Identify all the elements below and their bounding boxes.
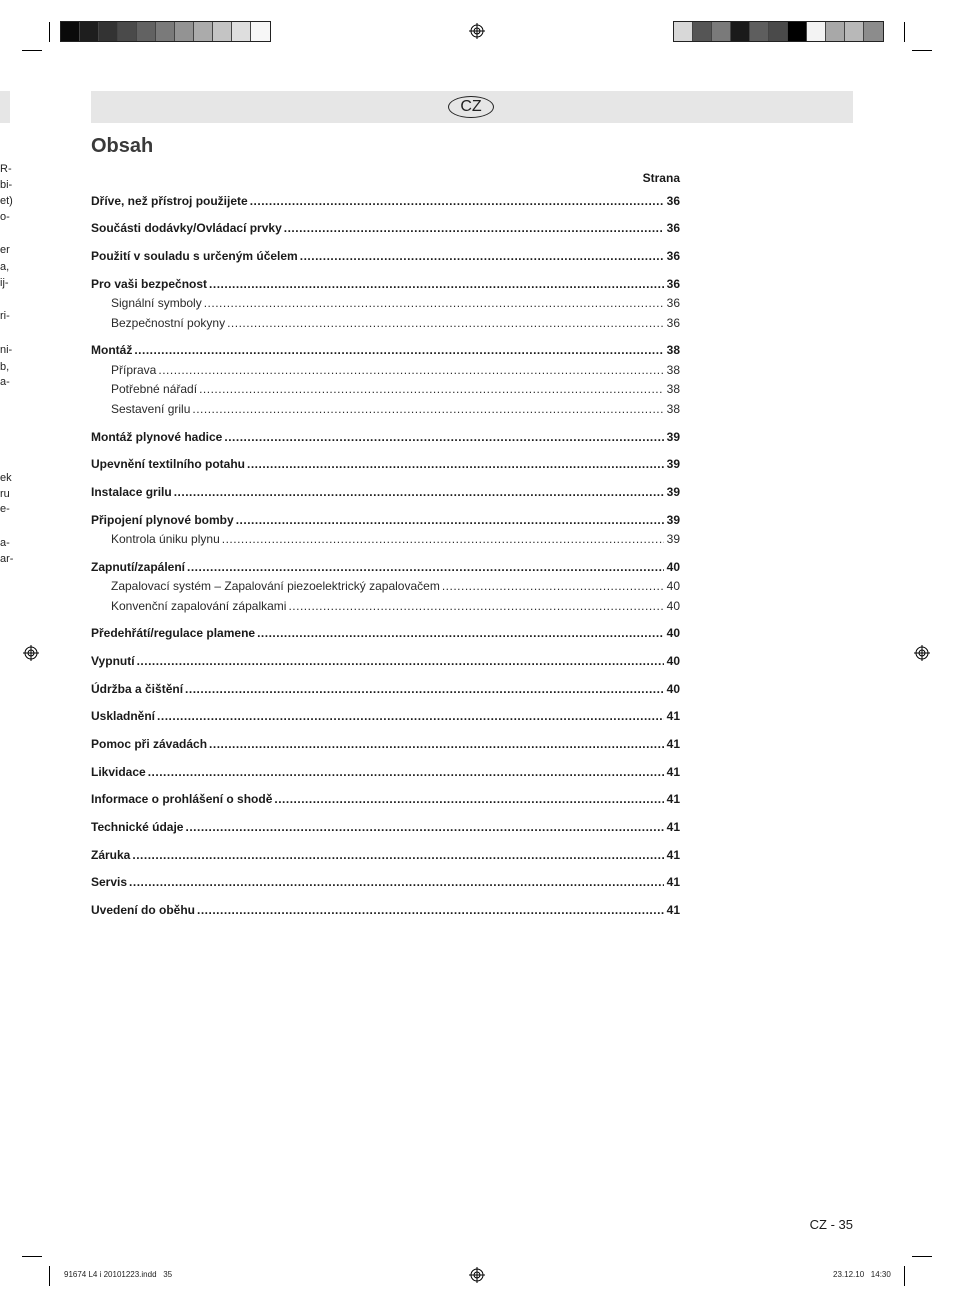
dot-leader bbox=[134, 343, 664, 357]
toc-entry-label: Sestavení grilu bbox=[111, 402, 191, 416]
dot-leader bbox=[197, 903, 664, 917]
edge-text-fragment: a, bbox=[0, 261, 10, 273]
toc-entry[interactable] bbox=[91, 483, 680, 499]
dot-leader bbox=[209, 277, 664, 291]
adjacent-page-band bbox=[0, 91, 10, 123]
toc-entry-label: Instalace grilu bbox=[91, 485, 172, 499]
toc-entry-page: 36 bbox=[666, 249, 680, 263]
toc-entry-page: 38 bbox=[666, 343, 680, 357]
edge-text-fragment: et) bbox=[0, 195, 13, 207]
toc-subentry[interactable] bbox=[91, 577, 680, 593]
toc-subentry[interactable] bbox=[91, 597, 680, 613]
toc-entry[interactable] bbox=[91, 873, 680, 889]
toc-entry-label: Součásti dodávky/Ovládací prvky bbox=[91, 221, 282, 235]
dot-leader bbox=[132, 848, 664, 862]
registration-mark-icon bbox=[469, 23, 485, 39]
toc-entry-page: 39 bbox=[666, 513, 680, 527]
toc-entry[interactable] bbox=[91, 680, 680, 696]
dot-leader bbox=[185, 820, 664, 834]
toc-entry[interactable] bbox=[91, 275, 680, 291]
edge-text-fragment: ij- bbox=[0, 277, 9, 289]
toc-entry-label: Pro vaši bezpečnost bbox=[91, 277, 208, 291]
toc-entry-page: 38 bbox=[666, 402, 680, 416]
toc-entry-page: 36 bbox=[666, 277, 680, 291]
toc-subentry[interactable] bbox=[91, 380, 680, 396]
dot-leader bbox=[222, 532, 664, 546]
toc-entry-label: Pomoc při závadách bbox=[91, 737, 208, 751]
crop-mark bbox=[22, 50, 42, 51]
column-header-page: Strana bbox=[642, 171, 680, 185]
registration-mark-icon bbox=[469, 1267, 485, 1283]
dot-leader bbox=[300, 249, 664, 263]
toc-entry-page: 36 bbox=[666, 296, 680, 310]
toc-entry-label: Uskladnění bbox=[91, 709, 156, 723]
color-bar-right bbox=[673, 21, 884, 42]
toc-entry-page: 38 bbox=[666, 382, 680, 396]
toc-entry-label: Dříve, než přístroj použijete bbox=[91, 194, 248, 208]
toc-entry[interactable] bbox=[91, 707, 680, 723]
crop-mark bbox=[49, 22, 50, 42]
edge-text-fragment: ek bbox=[0, 472, 12, 484]
page-title: Obsah bbox=[91, 135, 154, 157]
dot-leader bbox=[236, 513, 664, 527]
edge-text-fragment: er bbox=[0, 244, 10, 256]
toc-entry[interactable] bbox=[91, 624, 680, 640]
toc-entry[interactable] bbox=[91, 790, 680, 806]
toc-entry[interactable] bbox=[91, 511, 680, 527]
crop-mark bbox=[904, 22, 905, 42]
toc-entry[interactable] bbox=[91, 558, 680, 574]
page-number: CZ - 35 bbox=[809, 1217, 853, 1232]
toc-entry[interactable] bbox=[91, 455, 680, 471]
toc-entry-page: 41 bbox=[666, 737, 680, 751]
toc-entry-label: Použití v souladu s určeným účelem bbox=[91, 249, 298, 263]
toc-entry-page: 41 bbox=[666, 765, 680, 779]
toc-entry[interactable] bbox=[91, 735, 680, 751]
toc-entry-label: Zapnutí/zapálení bbox=[91, 560, 186, 574]
dot-leader bbox=[247, 457, 664, 471]
dot-leader bbox=[274, 792, 664, 806]
toc-entry[interactable] bbox=[91, 901, 680, 917]
toc-entry-label: Technické údaje bbox=[91, 820, 184, 834]
dot-leader bbox=[158, 363, 664, 377]
dot-leader bbox=[187, 560, 664, 574]
toc-entry-page: 39 bbox=[666, 485, 680, 499]
toc-entry-page: 41 bbox=[666, 903, 680, 917]
toc-entry[interactable] bbox=[91, 846, 680, 862]
toc-entry[interactable] bbox=[91, 341, 680, 357]
edge-text-fragment: bi- bbox=[0, 179, 13, 191]
dot-leader bbox=[137, 654, 664, 668]
toc-entry-label: Servis bbox=[91, 875, 128, 889]
crop-mark bbox=[22, 1256, 42, 1257]
toc-subentry[interactable] bbox=[91, 530, 680, 546]
toc-entry-page: 36 bbox=[666, 194, 680, 208]
dot-leader bbox=[185, 682, 664, 696]
edge-text-fragment: e- bbox=[0, 503, 10, 515]
crop-mark bbox=[912, 1256, 932, 1257]
toc-entry-page: 40 bbox=[666, 682, 680, 696]
toc-entry-page: 40 bbox=[666, 654, 680, 668]
edge-text-fragment: R- bbox=[0, 163, 12, 175]
toc-entry-label: Údržba a čištění bbox=[91, 682, 184, 696]
crop-mark bbox=[912, 50, 932, 51]
toc-entry-label: Upevnění textilního potahu bbox=[91, 457, 246, 471]
print-slug-file: 91674 L4 i 20101223.indd 35 bbox=[64, 1270, 173, 1279]
toc-subentry[interactable] bbox=[91, 361, 680, 377]
dot-leader bbox=[204, 296, 664, 310]
toc-subentry[interactable] bbox=[91, 294, 680, 310]
toc-entry-label: Montáž plynové hadice bbox=[91, 430, 223, 444]
toc-entry-label: Připojení plynové bomby bbox=[91, 513, 234, 527]
registration-mark-icon bbox=[914, 645, 930, 661]
color-bar-left bbox=[60, 21, 271, 42]
dot-leader bbox=[227, 316, 664, 330]
toc-entry-label: Zapalovací systém – Zapalování piezoelektrický zapalovačem bbox=[111, 579, 440, 593]
dot-leader bbox=[209, 737, 664, 751]
dot-leader bbox=[157, 709, 664, 723]
toc-entry-page: 40 bbox=[666, 560, 680, 574]
toc-entry-page: 38 bbox=[666, 363, 680, 377]
toc-entry-page: 36 bbox=[666, 221, 680, 235]
toc-entry[interactable] bbox=[91, 247, 680, 263]
toc-entry-page: 41 bbox=[666, 709, 680, 723]
edge-text-fragment: a- bbox=[0, 376, 10, 388]
edge-text-fragment: ni- bbox=[0, 344, 13, 356]
toc-entry[interactable] bbox=[91, 192, 680, 208]
toc-entry[interactable] bbox=[91, 763, 680, 779]
toc-entry-page: 41 bbox=[666, 875, 680, 889]
edge-text-fragment: o- bbox=[0, 211, 10, 223]
toc-entry[interactable] bbox=[91, 219, 680, 235]
dot-leader bbox=[224, 430, 664, 444]
edge-text-fragment: ar- bbox=[0, 553, 14, 565]
toc-entry-label: Likvidace bbox=[91, 765, 146, 779]
toc-entry[interactable] bbox=[91, 652, 680, 668]
toc-entry-label: Informace o prohlášení o shodě bbox=[91, 792, 273, 806]
toc-entry-page: 40 bbox=[666, 626, 680, 640]
edge-text-fragment: ri- bbox=[0, 310, 10, 322]
dot-leader bbox=[129, 875, 664, 889]
crop-mark bbox=[904, 1266, 905, 1286]
toc-entry-label: Bezpečnostní pokyny bbox=[111, 316, 226, 330]
toc-entry-label: Montáž bbox=[91, 343, 133, 357]
dot-leader bbox=[442, 579, 664, 593]
dot-leader bbox=[250, 194, 664, 208]
toc-entry-label: Vypnutí bbox=[91, 654, 135, 668]
toc-entry-label: Signální symboly bbox=[111, 296, 202, 310]
dot-leader bbox=[288, 599, 664, 613]
edge-text-fragment: ru bbox=[0, 488, 10, 500]
print-slug-date: 23.12.10 14:30 bbox=[833, 1270, 891, 1279]
dot-leader bbox=[284, 221, 664, 235]
toc-entry-page: 41 bbox=[666, 792, 680, 806]
dot-leader bbox=[257, 626, 664, 640]
crop-mark bbox=[49, 1266, 50, 1286]
toc-entry-label: Předehřátí/regulace plamene bbox=[91, 626, 256, 640]
toc-subentry[interactable] bbox=[91, 400, 680, 416]
dot-leader bbox=[148, 765, 664, 779]
toc-entry-label: Potřebné nářadí bbox=[111, 382, 198, 396]
toc-entry-page: 40 bbox=[666, 599, 680, 613]
toc-entry-label: Příprava bbox=[111, 363, 157, 377]
toc-entry-page: 41 bbox=[666, 820, 680, 834]
registration-mark-icon bbox=[23, 645, 39, 661]
toc-entry[interactable] bbox=[91, 818, 680, 834]
dot-leader bbox=[174, 485, 664, 499]
language-badge: CZ bbox=[448, 96, 494, 118]
toc-entry-label: Uvedení do oběhu bbox=[91, 903, 196, 917]
toc-entry-page: 41 bbox=[666, 848, 680, 862]
toc-entry-label: Kontrola úniku plynu bbox=[111, 532, 220, 546]
toc-entry-label: Konvenční zapalování zápalkami bbox=[111, 599, 287, 613]
toc-subentry[interactable] bbox=[91, 314, 680, 330]
toc-entry-page: 39 bbox=[666, 457, 680, 471]
edge-text-fragment: a- bbox=[0, 537, 10, 549]
dot-leader bbox=[199, 382, 664, 396]
toc-entry-page: 39 bbox=[666, 532, 680, 546]
toc-entry-label: Záruka bbox=[91, 848, 131, 862]
toc-entry-page: 36 bbox=[666, 316, 680, 330]
toc-entry[interactable] bbox=[91, 428, 680, 444]
dot-leader bbox=[192, 402, 664, 416]
edge-text-fragment: b, bbox=[0, 361, 10, 373]
toc-entry-page: 40 bbox=[666, 579, 680, 593]
toc-entry-page: 39 bbox=[666, 430, 680, 444]
